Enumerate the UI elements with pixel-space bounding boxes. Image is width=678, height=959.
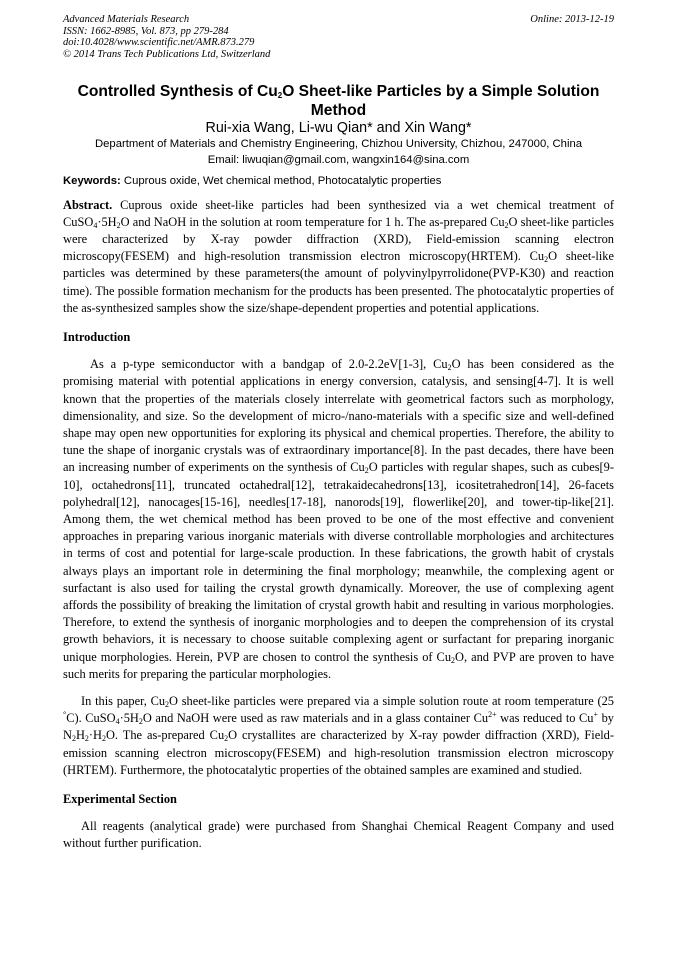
paper-page bbox=[63, 14, 614, 853]
author-list: Rui-xia Wang, Li-wu Qian* and Xin Wang* bbox=[205, 120, 472, 137]
online-date: Online: 2013-12-19 bbox=[530, 14, 614, 25]
introduction-heading: Introduction bbox=[63, 329, 131, 344]
journal-header bbox=[63, 14, 614, 60]
paper-title: Controlled Synthesis of $Cu_2O$ Sheet-like Particles by a Simple Solution Method bbox=[77, 83, 600, 120]
abstract-label: Abstract. bbox=[63, 197, 113, 212]
doi-line: doi:10.4028/www.scientific.net/AMR.873.279 bbox=[63, 37, 255, 49]
abstract: Abstract. Cuprous oxide sheet-like particles had been synthesized via a wet chemical treatment of $CuSO_4\cdot 5H_2O$ and NaOH in the solution at room temperature for 1 h. The as-prepared $Cu_2O$ sheet-like particles were characterized by X-ray powder diffraction (XRD), Field-emission scanning electron microscopy(FESEM) and high-resolution transmission electron microscopy(HRTEM). $Cu_2O$ sheet-like particles was determined by these parameters(the amount of polyvinylpyrrolidone(PVP-K30) and reaction time). The possible formation mechanism for the products has been presented. The photocatalytic properties of the as-synthesized samples show the size/shape-dependent properties and potential applications. bbox=[63, 197, 614, 315]
journal-name: Advanced Materials Research bbox=[63, 14, 190, 25]
issn-line: ISSN: 1662-8985, Vol. 873, pp 279-284 bbox=[63, 25, 229, 37]
affiliation: Department of Materials and Chemistry Engineering, Chizhou University, Chizhou, 247000, China bbox=[94, 138, 583, 151]
author-email: Email: liwuqian@gmail.com, wangxin164@sina.com bbox=[207, 153, 470, 166]
keywords-text: Cuprous oxide, Wet chemical method, Photocatalytic properties bbox=[120, 174, 442, 187]
keywords bbox=[63, 174, 614, 188]
experimental-paragraph-1: All reagents (analytical grade) were purchased from Shanghai Chemical Reagent Company and used without further purification. bbox=[63, 819, 614, 851]
keywords-label: Keywords: bbox=[63, 174, 121, 187]
introduction-paragraph-2: In this paper, $Cu_2O$ sheet-like particles were prepared via a simple solution route at room temperature (25 °C). $CuSO_4\cdot 5H_2O$ and NaOH were used as raw materials and in a glass container $Cu^{2+}$ was reduced to Cu+ by $N_2H_2\cdot H_2O$. The as-prepared $Cu_2O$ crystallites are characterized by X-ray powder diffraction (XRD), Field-emission scanning electron microscopy(FESEM) and high-resolution transmission electron microscopy (HRTEM). Furthermore, the photocatalytic properties of the obtained samples are examined and studied. bbox=[63, 694, 615, 777]
experimental-heading: Experimental Section bbox=[63, 792, 177, 807]
copyright-line: © 2014 Trans Tech Publications Ltd, Switzerland bbox=[63, 48, 271, 60]
introduction-paragraph-1: As a p-type semiconductor with a bandgap of 2.0-2.2eV[1-3], $Cu_2O$ has been considered as the promising material with potential applications in energy conversion, catalysis, and sensing[4-7]. It is well known that the properties of the materials closely interrelate with geometrical factors such as morphology, dimensionality, and size. So the development of micro-/nano-materials with a specific size and well-defined shape may open new opportunities for exploring its physical and chemical properties. Therefore, the ability to tune the shape of inorganic crystals was of extraordinary importance[8]. In the past decades, there have been an increasing number of experiments on the synthesis of $Cu_2O$ particles with regular shapes, such as cubes[9-10], octahedrons[11], truncated octahedral[12], tetrakaidecahedrons[13], icositetrahedron[14], 26-facets polyhedral[12], nanocages[15-16], needles[17-18], nanorods[19], flowerlike[20], and tower-tip-like[21]. Among them, the wet chemical method has been proved to be one of the most effective and convenient approaches in preparing various inorganic materials with diverse controllable morphologies and architectures in terms of cost and potential for large-scale production. In these fabrications, the growth habit of crystals always plays an important role in determining the final morphology; meanwhile, the complexing agent or surfactant is also used for tailing the crystal growth dynamically. Moreover, the use of complexing agent affords the possibility of breaking the limitation of crystal growth habit and resulting in various morphologies. Therefore, to extend the synthesis of inorganic morphologies and to deepen the comprehension of its crystal growth behaviors, it is necessary to choose suitable complexing agent or surfactant for preparing inorganic unique morphologies. Herein, PVP are chosen to control the synthesis of $Cu_2O$, and PVP are proven to have such merits for preparing the particular morphologies. bbox=[63, 357, 615, 681]
